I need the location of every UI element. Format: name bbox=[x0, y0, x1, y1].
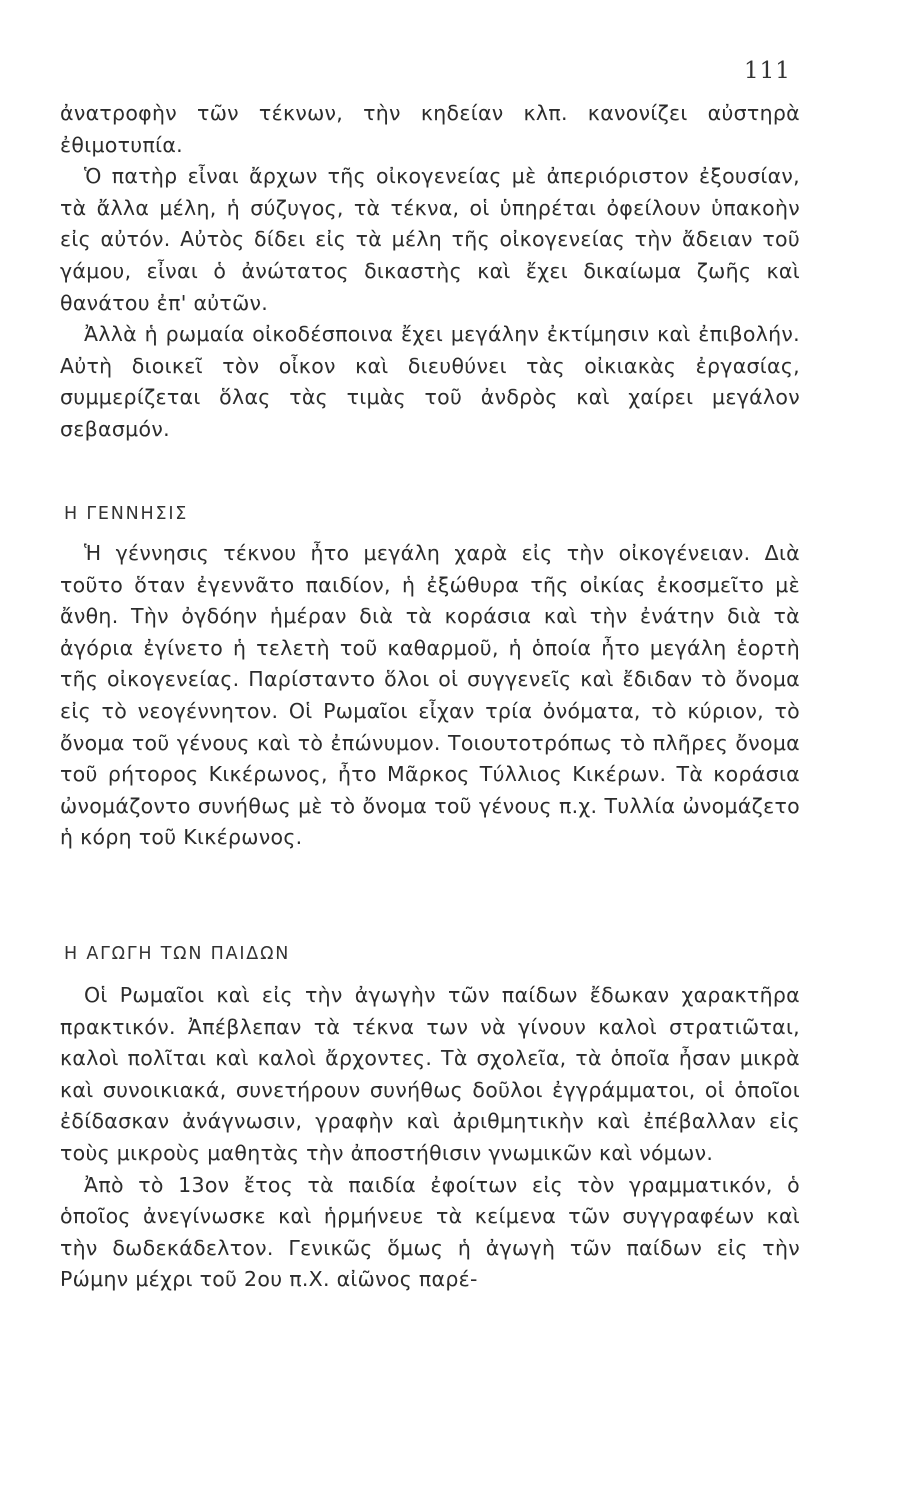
section-heading-education: Η ΑΓΩΓΗ ΤΩΝ ΠΑΙΔΩΝ bbox=[64, 944, 291, 964]
intro-section bbox=[60, 98, 800, 446]
paragraph-grammarian: Ἀπὸ τὸ 13ον ἔτος τὰ παιδία ἐφοίτων εἰς τὸν γραμματικόν, ὁ ὁποῖος ἀνεγίνωσκε καὶ ἡρμήνευε τὰ κείμενα τῶν συγγραφέων καὶ τὴν δωδεκάδελτον. Γενικῶς ὅμως ἡ ἀγωγὴ τῶν παίδων εἰς τὴν Ρώμην μέχρι τοῦ 2ου π.Χ. αἰῶνος παρέ- bbox=[60, 1172, 800, 1292]
section-heading-birth: Η ΓΕΝΝΗΣΙΣ bbox=[64, 504, 189, 524]
paragraph-birth: Ἡ γέννησις τέκνου ἦτο μεγάλη χαρὰ εἰς τὴν οἰκογένειαν. Διὰ τοῦτο ὅταν ἐγεννᾶτο παιδίον, ἡ ἐξώθυρα τῆς οἰκίας ἐκοσμεῖτο μὲ ἄνθη. Τὴν ὀγδόην ἡμέραν διὰ τὰ κοράσια καὶ τὴν ἐνάτην διὰ τὰ ἀγόρια ἐγίνετο ἡ τελετὴ τοῦ καθαρμοῦ, ἡ ὁποία ἦτο μεγάλη ἑορτὴ τῆς οἰκογενείας. Παρίσταντο ὅλοι οἱ συγγενεῖς καὶ ἔδιδαν τὸ ὄνομα εἰς τὸ νεογέννητον. Οἱ Ρωμαῖοι εἶχαν τρία ὀνόματα, τὸ κύριον, τὸ ὄνομα τοῦ γένους καὶ τὸ ἐπώνυμον. Τοιουτοτρόπως τὸ πλῆρες ὄνομα τοῦ ρήτορος Κικέρωνος, ἦτο Μᾶρκος Τύλλιος Κικέρων. Τὰ κοράσια ὠνομάζοντο συνήθως μὲ τὸ ὄνομα τοῦ γένους π.χ. Τυλλία ὠνομάζετο ἡ κόρη τοῦ Κικέρωνος. bbox=[60, 541, 800, 850]
page-number: 111 bbox=[744, 58, 791, 84]
education-section bbox=[60, 980, 800, 1296]
paragraph-continuation: ἀνατροφὴν τῶν τέκνων, τὴν κηδείαν κλπ. κανονίζει αὐστηρὰ ἐθιμοτυπία. bbox=[60, 101, 800, 157]
paragraph-father: Ὁ πατὴρ εἶναι ἄρχων τῆς οἰκογενείας μὲ ἀπεριόριστον ἐξουσίαν, τὰ ἄλλα μέλη, ἡ σύζυγος, τὰ τέκνα, οἱ ὑπηρέται ὀφείλουν ὑπακοὴν εἰς αὐτόν. Αὐτὸς δίδει εἰς τὰ μέλη τῆς οἰκογενείας τὴν ἄδειαν τοῦ γάμου, εἶναι ὁ ἀνώτατος δικαστὴς καὶ ἔχει δικαίωμα ζωῆς καὶ θανάτου ἐπ' αὐτῶν. bbox=[60, 164, 800, 315]
paragraph-housewife: Ἀλλὰ ἡ ρωμαία οἰκοδέσποινα ἔχει μεγάλην ἐκτίμησιν καὶ ἐπιβολήν. Αὐτὴ διοικεῖ τὸν οἶκον καὶ διευθύνει τὰς οἰκιακὰς ἐργασίας, συμμερίζεται ὅλας τὰς τιμὰς τοῦ ἀνδρὸς καὶ χαίρει μεγάλον σεβασμόν. bbox=[60, 322, 800, 441]
paragraph-education: Οἱ Ρωμαῖοι καὶ εἰς τὴν ἀγωγὴν τῶν παίδων ἔδωκαν χαρακτῆρα πρακτικόν. Ἀπέβλεπαν τὰ τέκνα των νὰ γίνουν καλοὶ στρατιῶται, καλοὶ πολῖται καὶ καλοὶ ἄρχοντες. Τὰ σχολεῖα, τὰ ὁποῖα ἦσαν μικρὰ καὶ συνοικιακά, συνετήρουν συνήθως δοῦλοι ἐγγράμματοι, οἱ ὁποῖοι ἐδίδασκαν ἀνάγνωσιν, γραφὴν καὶ ἀριθμητικὴν καὶ ἐπέβαλλαν εἰς τοὺς μικροὺς μαθητὰς τὴν ἀποστήθισιν γνωμικῶν καὶ νόμων. bbox=[60, 983, 800, 1165]
birth-section bbox=[60, 538, 800, 854]
